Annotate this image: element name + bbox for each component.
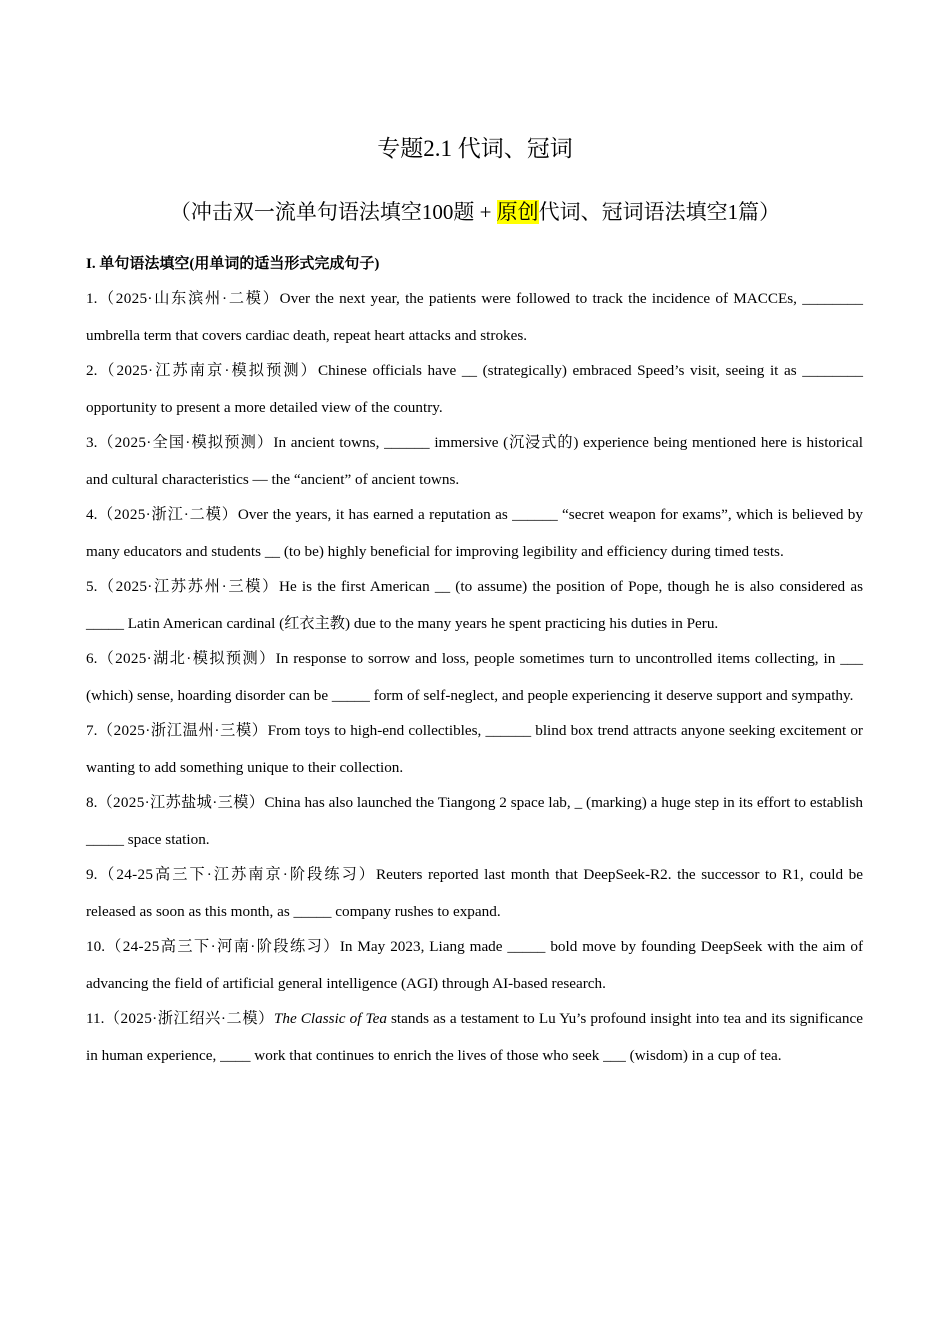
document-subtitle: [0, 195, 950, 229]
question-number: 11.: [86, 1010, 105, 1027]
question-source: （2025·湖北·模拟预测）: [97, 650, 276, 667]
question-item: [86, 785, 863, 859]
question-text: Reuters reported last month that DeepSeek-R2. the successor to R1, could be released as soon as this month, as _____ company rushes to expand.: [86, 866, 863, 920]
question-source: （24-25高三下·河南·阶段练习）: [104, 938, 340, 955]
question-source: （2025·江苏南京·模拟预测）: [97, 362, 318, 379]
question-source: （2025·浙江·二模）: [97, 506, 238, 523]
question-item: [86, 353, 863, 427]
question-item: [86, 713, 863, 787]
question-text: stands as a testament to Lu Yu’s profound insight into tea and its significance in human experience, ____ work that continues to enrich the lives of those who seek ___ (wisdom) in a cup of tea.: [86, 1010, 863, 1064]
section-heading: I. 单句语法填空(用单词的适当形式完成句子): [86, 256, 380, 272]
question-text: In May 2023, Liang made _____ bold move by founding DeepSeek with the aim of advancing the field of artificial general intelligence (AGI) through AI-based research.: [86, 938, 864, 992]
question-text: Over the next year, the patients were followed to track the incidence of MACCEs, ________ umbrella term that covers cardiac death, repeat heart attacks and strokes.: [86, 290, 863, 344]
question-item: [86, 569, 863, 643]
question-number: 8.: [86, 794, 98, 811]
question-number: 2.: [86, 362, 98, 379]
question-number: 4.: [86, 506, 98, 523]
book-title: The Classic of Tea: [273, 1010, 387, 1027]
question-source: （2025·浙江温州·三模）: [97, 722, 268, 739]
question-text: He is the first American __ (to assume) the position of Pope, though he is also considered as _____ Latin American cardinal (红衣主教) due to the many years he spent practicing his duties in Peru.: [86, 578, 863, 632]
question-text: Chinese officials have __ (strategically) embraced Speed’s visit, seeing it as ________ opportunity to present a more detailed view of the country.: [86, 362, 863, 416]
question-item: [86, 929, 863, 1003]
question-item: [86, 497, 863, 571]
question-source: （24-25高三下·江苏南京·阶段练习）: [97, 866, 377, 883]
question-text: Over the years, it has earned a reputation as ______ “secret weapon for exams”, which is believed by many educators and students __ (to be) highly beneficial for improving legibility and efficiency during timed tests.: [86, 506, 863, 560]
question-text: From toys to high-end collectibles, ______ blind box trend attracts anyone seeking excitement or wanting to add something unique to their collection.: [86, 722, 863, 776]
question-number: 9.: [86, 866, 98, 883]
subtitle-text-before: （冲击双一流单句语法填空100题 +: [169, 200, 497, 224]
question-source: （2025·浙江绍兴·二模）: [104, 1010, 274, 1027]
question-number: 3.: [86, 434, 98, 451]
question-item: [86, 1001, 863, 1075]
question-number: 6.: [86, 650, 98, 667]
question-source: （2025·山东滨州·二模）: [97, 290, 280, 307]
question-item: [86, 857, 863, 931]
document-title: 专题2.1 代词、冠词: [377, 136, 573, 161]
question-item: [86, 425, 863, 499]
question-number: 7.: [86, 722, 98, 739]
question-text: In ancient towns, ______ immersive (沉浸式的) experience being mentioned here is historical and cultural characteristics — the “ancient” of ancient towns.: [86, 434, 863, 488]
question-source: （2025·江苏苏州·三模）: [97, 578, 280, 595]
question-source: （2025·江苏盐城·三模）: [97, 794, 265, 811]
question-number: 10.: [86, 938, 105, 955]
question-source: （2025·全国·模拟预测）: [97, 434, 274, 451]
subtitle-highlighted-text: 原创: [496, 200, 539, 224]
question-number: 1.: [86, 290, 98, 307]
question-text: In response to sorrow and loss, people sometimes turn to uncontrolled items collecting, in ___ (which) sense, hoarding disorder can be _____ form of self-neglect, and people experiencing it deserve support and sympathy.: [86, 650, 863, 704]
question-number: 5.: [86, 578, 98, 595]
subtitle-text-after: 代词、冠词语法填空1篇）: [538, 200, 781, 224]
question-list: [86, 281, 863, 1073]
question-item: [86, 641, 863, 715]
question-item: [86, 281, 863, 355]
question-text: China has also launched the Tiangong 2 space lab, _ (marking) a huge step in its effort to establish _____ space station.: [86, 794, 863, 848]
